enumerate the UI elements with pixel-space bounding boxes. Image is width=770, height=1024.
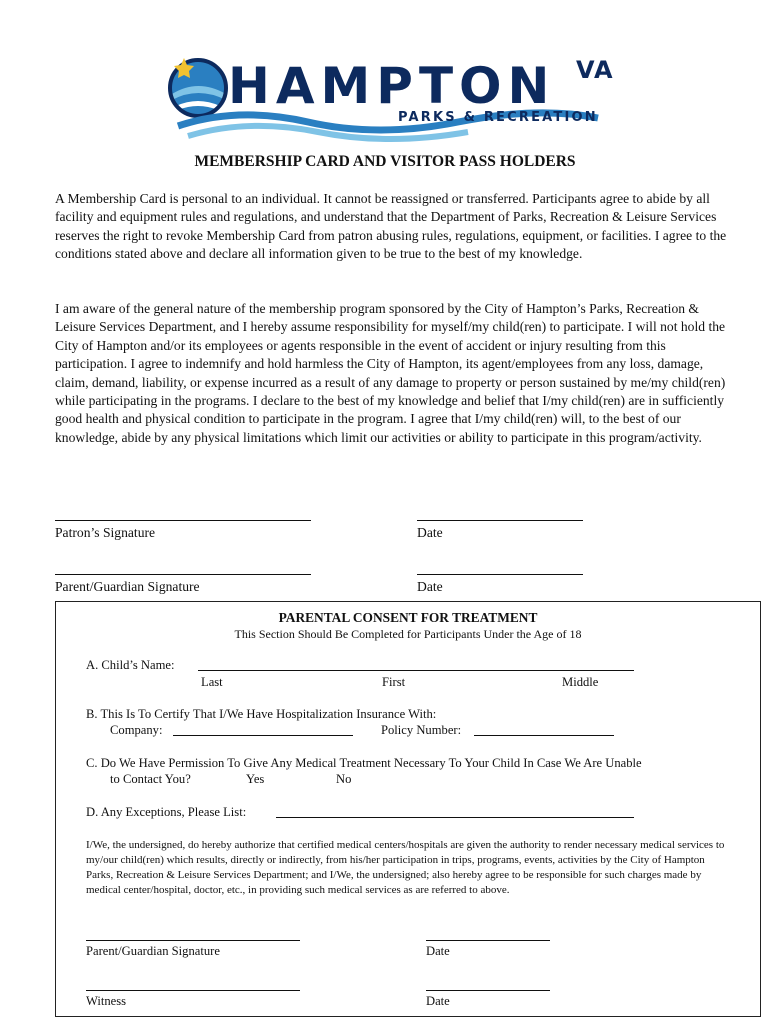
child-name-label: A. Child’s Name: [86, 658, 175, 672]
parent-signature-label: Parent/Guardian Signature [55, 579, 200, 594]
name-middle-label: Middle [562, 675, 599, 689]
name-first-label: First [382, 675, 406, 689]
company-field[interactable] [173, 724, 353, 736]
exceptions-label: D. Any Exceptions, Please List: [86, 805, 247, 819]
date-label-4: Date [426, 994, 450, 1008]
witness-label: Witness [86, 994, 127, 1008]
patron-signature-label: Patron’s Signature [55, 525, 156, 540]
date-label-3: Date [426, 944, 450, 958]
page-title: MEMBERSHIP CARD AND VISITOR PASS HOLDERS [194, 153, 576, 170]
consent-title: PARENTAL CONSENT FOR TREATMENT [278, 610, 538, 625]
child-name-field[interactable] [198, 659, 634, 671]
permission-question-cont: to Contact You? [110, 772, 191, 786]
logo-subtitle: PARKS & RECREATION [398, 110, 598, 125]
logo-state: VA [576, 56, 614, 84]
yes-option[interactable]: Yes [246, 772, 265, 786]
logo-wordmark: HAMPTON [228, 57, 556, 115]
exceptions-field[interactable] [276, 806, 634, 818]
permission-question: C. Do We Have Permission To Give Any Medical Treatment Necessary To Your Child In Case We Are Unable [86, 756, 642, 770]
date-label-2: Date [417, 579, 443, 594]
date-line-3[interactable] [426, 940, 550, 941]
paragraph-liability: I am aware of the general nature of the membership program sponsored by the City of Hampton’s Parks, Recreation & Leisure Services Department, and I hereby assume responsibility for myself/my child(ren) to participate. I will not hold the City of Hampton and/or its employees or agents responsible in the event of accident or injury resulting from this participation. I agree to indemnify and hold harmless the City of Hampton, its agent/employees from any loss, damage, claim, demand, liability, or expense incurred as a result of any damage to property or person sustained by me/my child(ren) while participating in the programs. I declare to the best of my knowledge and belief that I/my child(ren) are in sufficiently good health and physical condition to participate in the program. I agree that I/my child(ren) will, to the best of our knowledge, abide by any physical limitations which limit our activities or ability to participate in this program/activity. [55, 301, 726, 445]
date-line-1[interactable] [417, 520, 583, 521]
hampton-logo [158, 48, 618, 148]
policy-number-label: Policy Number: [381, 723, 462, 737]
authorization-text: I/We, the undersigned, do hereby authorize that certified medical centers/hospitals are given the authority to render necessary medical services to my/our child(ren) which results, directly or indirectly, from his/her participation in trips, programs, events, activities by the City of Hampton Parks, Recreation & Leisure Services Department; and I/We, the undersigned; also hereby agree to be responsible for such charges made by medical center/hospital, doctor, etc., in providing such medical services as are referred to above. [86, 839, 725, 896]
consent-parent-signature-line[interactable] [86, 940, 300, 941]
consent-subtitle: This Section Should Be Completed for Participants Under the Age of 18 [234, 627, 582, 641]
policy-number-field[interactable] [474, 724, 614, 736]
insurance-label: B. This Is To Certify That I/We Have Hospitalization Insurance With: [86, 707, 437, 721]
patron-signature-line[interactable] [55, 520, 311, 521]
witness-signature-line[interactable] [86, 990, 300, 991]
name-last-label: Last [201, 675, 223, 689]
date-line-2[interactable] [417, 574, 583, 575]
date-line-4[interactable] [426, 990, 550, 991]
no-option[interactable]: No [336, 772, 352, 786]
parent-signature-line[interactable] [55, 574, 311, 575]
date-label-1: Date [417, 525, 443, 540]
company-label: Company: [110, 723, 163, 737]
paragraph-membership: A Membership Card is personal to an individual. It cannot be reassigned or transferred. Participants agree to abide by all facility and equipment rules and regulations, and understand that the Department of Parks, Recreation & Leisure Services reserves the right to revoke Membership Card from patron abusing rules, regulations, equipment, or facilities. I agree to the conditions stated above and declare all information given to be true to the best of my knowledge. [55, 191, 727, 262]
consent-parent-signature-label: Parent/Guardian Signature [86, 944, 220, 958]
parental-consent-section [55, 601, 761, 1017]
